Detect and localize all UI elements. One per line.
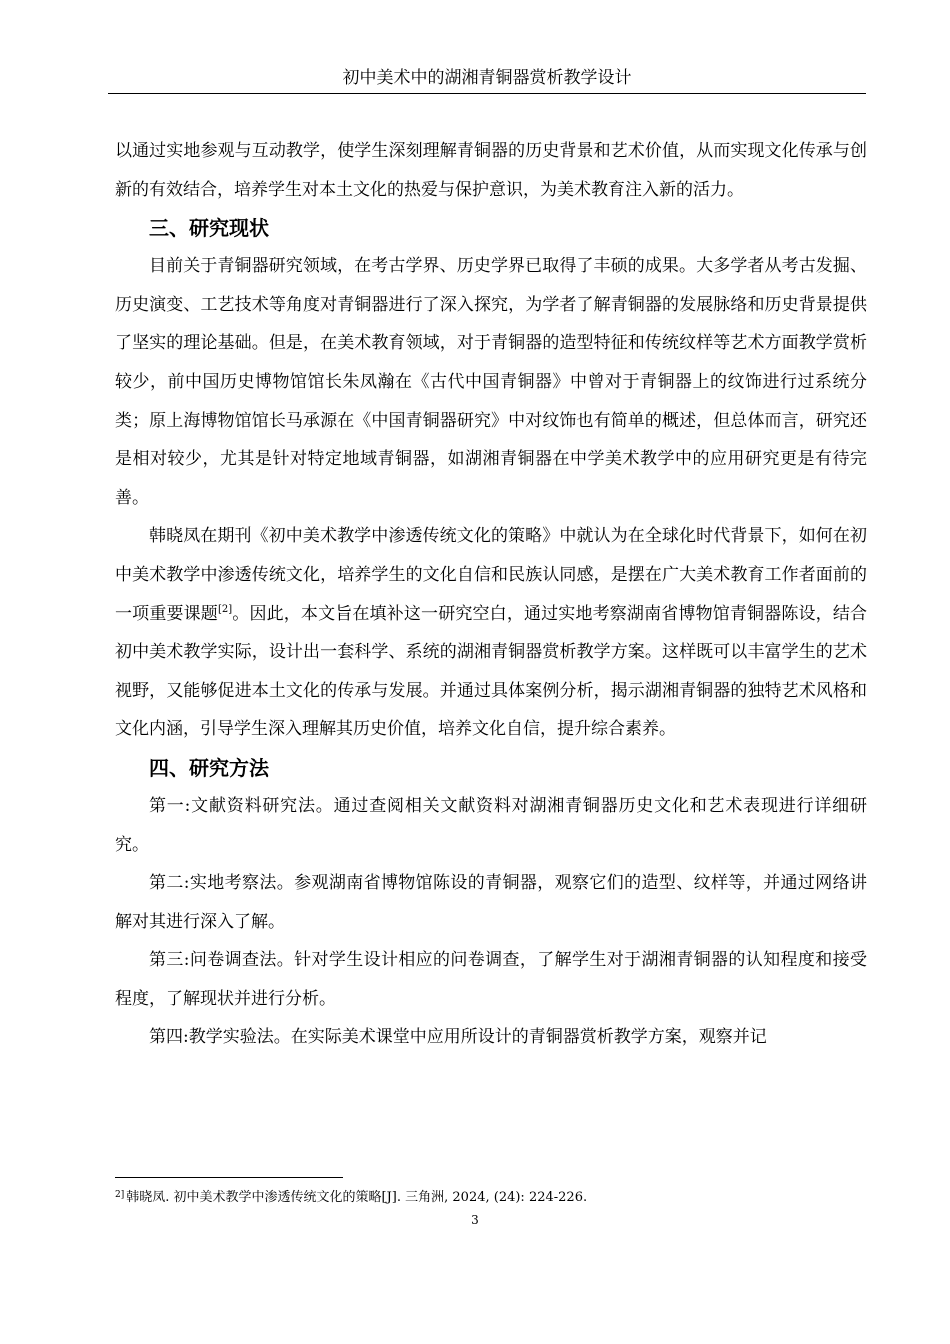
paragraph-research-status-2 <box>115 517 867 749</box>
method-item-1: 第一:文献资料研究法。通过查阅相关文献资料对湖湘青铜器历史文化和艺术表现进行详细研究。 <box>115 795 867 855</box>
running-header-title: 初中美术中的湖湘青铜器赏析教学设计 <box>342 68 632 88</box>
section-heading-research-status: 三、研究现状 <box>149 216 269 241</box>
paragraph-text-part-2: 。因此，本文旨在填补这一研究空白，通过实地考察湖南省博物馆青铜器陈设，结合初中美术教学实际，设计出一套科学、系统的湖湘青铜器赏析教学方案。这样既可以丰富学生的艺术视野，又能够促进本土文化的传承与发展。并通过具体案例分析，揭示湖湘青铜器的独特艺术风格和文化内涵，引导学生深入理解其历史价值，培养文化自信，提升综合素养。 <box>115 603 867 740</box>
page-number: 3 <box>471 1213 479 1227</box>
method-item-4: 第四:教学实验法。在实际美术课堂中应用所设计的青铜器赏析教学方案，观察并记 <box>149 1027 767 1048</box>
paragraph-intro-continuation: 以通过实地参观与互动教学，使学生深刻理解青铜器的历史背景和艺术价值，从而实现文化传承与创新的有效结合，培养学生对本土文化的热爱与保护意识，为美术教育注入新的活力。 <box>115 141 867 200</box>
citation-reference[interactable]: [2] <box>217 603 233 615</box>
footnote-separator <box>115 1177 343 1178</box>
method-item-2: 第二:实地考察法。参观湖南省博物馆陈设的青铜器，观察它们的造型、纹样等，并通过网络讲解对其进行深入了解。 <box>115 873 867 932</box>
paragraph-text-part-1: 韩晓凤在期刊《初中美术教学中渗透传统文化的策略》中就认为在全球化时代背景下，如何在初中美术教学中渗透传统文化，培养学生的文化自信和民族认同感，是摆在广大美术教育工作者面前的一项重要课题 <box>115 526 867 624</box>
document-body <box>115 132 867 1057</box>
paragraph-research-status-1: 目前关于青铜器研究领域，在考古学界、历史学界已取得了丰硕的成果。大多学者从考古发掘、历史演变、工艺技术等角度对青铜器进行了深入探究，为学者了解青铜器的发展脉络和历史背景提供了坚实的理论基础。但是，在美术教育领域，对于青铜器的造型特征和传统纹样等艺术方面教学赏析较少，前中国历史博物馆馆长朱凤瀚在《古代中国青铜器》中曾对于青铜器上的纹饰进行过系统分类；原上海博物馆馆长马承源在《中国青铜器研究》中对纹饰也有简单的概述，但总体而言，研究还是相对较少，尤其是针对特定地域青铜器，如湖湘青铜器在中学美术教学中的应用研究更是有待完善。 <box>115 256 867 508</box>
footnote <box>115 1185 875 1208</box>
method-item-3: 第三:问卷调查法。针对学生设计相应的问卷调查，了解学生对于湖湘青铜器的认知程度和接受程度，了解现状并进行分析。 <box>115 950 867 1009</box>
section-heading-research-methods: 四、研究方法 <box>149 755 269 780</box>
footnote-text: 韩晓凤. 初中美术教学中渗透传统文化的策略[J]. 三角洲, 2024, (24): 224-226. <box>126 1190 588 1205</box>
header-rule <box>108 93 866 94</box>
footnote-mark: 2] <box>115 1190 125 1200</box>
